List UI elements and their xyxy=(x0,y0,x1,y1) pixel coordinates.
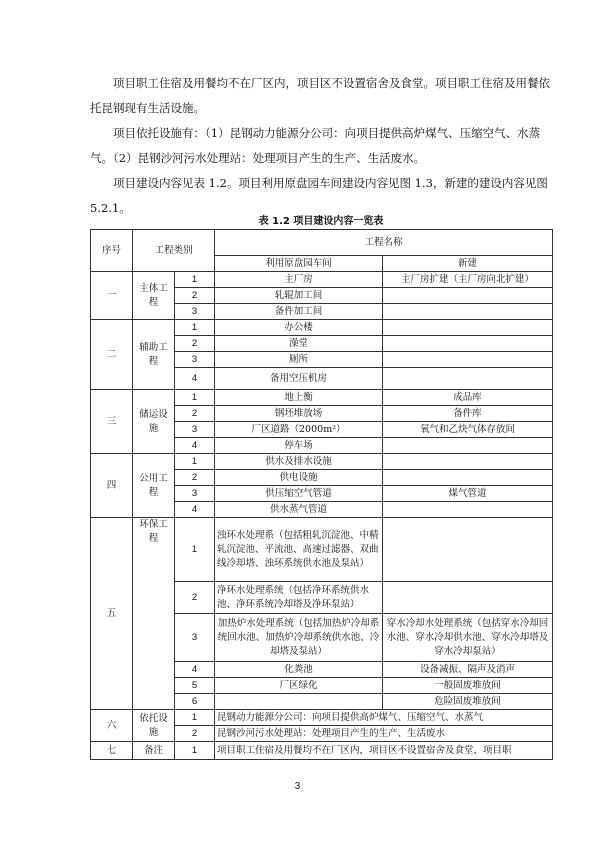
row-number: 2 xyxy=(175,470,215,486)
cell-new: 设备减振、隔声及消声 xyxy=(383,662,553,678)
cell-new: 氧气和乙炔气体存放间 xyxy=(383,422,553,438)
header-reuse: 利用原盘园车间 xyxy=(215,256,383,272)
cell-reuse: 加热炉水处理系统（包括加热炉冷却系统回水池、加热炉冷却系统供水池、冷却塔及泵站） xyxy=(215,614,383,662)
row-number: 3 xyxy=(175,486,215,502)
cell-reuse: 备件加工间 xyxy=(215,304,383,320)
group-seq: 六 xyxy=(91,710,133,742)
header-name: 工程名称 xyxy=(215,230,553,256)
row-number: 3 xyxy=(175,304,215,320)
group-category: 备注 xyxy=(133,742,175,760)
row-number: 6 xyxy=(175,694,215,710)
cell-merged: 昆钢沙河污水处理站：处理项目产生的生产、生活废水 xyxy=(215,726,553,742)
table-row xyxy=(91,272,553,288)
cell-new xyxy=(383,470,553,486)
row-number: 3 xyxy=(175,352,215,368)
cell-new: 穿水冷却水处理系统（包括穿水冷却回水池、穿水冷却供水池、穿水冷却塔及穿水冷却泵站） xyxy=(383,614,553,662)
cell-reuse: 主厂房 xyxy=(215,272,383,288)
cell-reuse: 供水蒸气管道 xyxy=(215,502,383,518)
table-header-row xyxy=(91,230,553,256)
cell-reuse: 澡堂 xyxy=(215,336,383,352)
table-row xyxy=(91,710,553,726)
cell-reuse: 浊环水处理系（包括粗轧沉淀池、中精轧沉淀池、平流池、高速过滤器、双曲线冷却塔、浊环系统供水池及泵站） xyxy=(215,518,383,582)
group-seq: 五 xyxy=(91,518,133,710)
row-number: 2 xyxy=(175,406,215,422)
cell-reuse: 化粪池 xyxy=(215,662,383,678)
row-number: 2 xyxy=(175,336,215,352)
cell-reuse: 供压缩空气管道 xyxy=(215,486,383,502)
cell-merged: 昆钢动力能源分公司：向项目提供高炉煤气、压缩空气、水蒸气 xyxy=(215,710,553,726)
cell-reuse: 钢坯堆放场 xyxy=(215,406,383,422)
cell-reuse: 净环水处理系统（包括净环系统供水池、净环系统冷却塔及净环泵站） xyxy=(215,582,383,614)
table-row xyxy=(91,518,553,582)
cell-reuse: 地上衡 xyxy=(215,390,383,406)
row-number: 2 xyxy=(175,288,215,304)
cell-new xyxy=(383,352,553,368)
cell-reuse: 办公楼 xyxy=(215,320,383,336)
group-category: 依托设施 xyxy=(133,710,175,742)
group-category: 储运设施 xyxy=(133,390,175,454)
row-number: 3 xyxy=(175,422,215,438)
cell-new: 成品库 xyxy=(383,390,553,406)
cell-reuse: 厂区绿化 xyxy=(215,678,383,694)
table-row xyxy=(91,390,553,406)
row-number: 1 xyxy=(175,518,215,582)
row-number: 1 xyxy=(175,320,215,336)
row-number: 5 xyxy=(175,678,215,694)
group-seq: 二 xyxy=(91,320,133,390)
table-caption: 表 1.2 项目建设内容一览表 xyxy=(258,216,384,227)
row-number: 4 xyxy=(175,502,215,518)
header-new: 新建 xyxy=(383,256,553,272)
row-number: 1 xyxy=(175,390,215,406)
group-seq: 三 xyxy=(91,390,133,454)
cell-reuse: 厕所 xyxy=(215,352,383,368)
header-seq: 序号 xyxy=(91,230,133,272)
row-number: 4 xyxy=(175,438,215,454)
group-category: 公用工程 xyxy=(133,454,175,518)
cell-reuse: 停车场 xyxy=(215,438,383,454)
page-number: 3 xyxy=(294,781,301,792)
intro-paragraph-3: 项目建设内容见表 1.2。项目利用原盘园车间建设内容见图 1.3，新建的建设内容见图 5.2.1。 xyxy=(90,176,548,215)
cell-new xyxy=(383,454,553,470)
row-number: 2 xyxy=(175,726,215,742)
group-category: 主体工程 xyxy=(133,272,175,320)
cell-reuse: 轧辊加工间 xyxy=(215,288,383,304)
cell-new xyxy=(383,288,553,304)
group-seq: 四 xyxy=(91,454,133,518)
intro-paragraph-1: 项目职工住宿及用餐均不在厂区内，项目区不设置宿舍及食堂。项目职工住宿及用餐依托昆钢现有生活设施。 xyxy=(90,76,550,115)
group-category: 环保工程 xyxy=(133,518,175,710)
group-category: 辅助工程 xyxy=(133,320,175,390)
cell-new xyxy=(383,438,553,454)
row-number: 2 xyxy=(175,582,215,614)
cell-new xyxy=(383,502,553,518)
row-number: 4 xyxy=(175,662,215,678)
cell-new: 备件库 xyxy=(383,406,553,422)
cell-new: 主厂房扩建（主厂房向北扩建） xyxy=(383,272,553,288)
cell-reuse: 供水及排水设施 xyxy=(215,454,383,470)
table-row xyxy=(91,320,553,336)
table-row xyxy=(91,454,553,470)
cell-reuse: 备用空压机房 xyxy=(215,368,383,390)
cell-new: 煤气管道 xyxy=(383,486,553,502)
group-seq: 七 xyxy=(91,742,133,760)
cell-new: 一般固废堆放间 xyxy=(383,678,553,694)
row-number: 1 xyxy=(175,454,215,470)
row-number: 1 xyxy=(175,710,215,726)
cell-new: 危险固废堆放间 xyxy=(383,694,553,710)
intro-paragraph-2: 项目依托设施有：（1）昆钢动力能源分公司：向项目提供高炉煤气、压缩空气、水蒸气。（2）昆钢沙河污水处理站：处理项目产生的生产、生活废水。 xyxy=(90,126,541,165)
cell-merged: 项目职工住宿及用餐均不在厂区内，项目区不设置宿舍及食堂，项目职 xyxy=(215,742,553,760)
cell-new xyxy=(383,336,553,352)
cell-reuse: 供电设施 xyxy=(215,470,383,486)
cell-new xyxy=(383,518,553,582)
row-number: 4 xyxy=(175,368,215,390)
cell-reuse: 厂区道路（2000m²） xyxy=(215,422,383,438)
cell-new xyxy=(383,304,553,320)
cell-new xyxy=(383,368,553,390)
construction-content-table xyxy=(90,229,553,760)
cell-reuse xyxy=(215,694,383,710)
cell-new xyxy=(383,320,553,336)
row-number: 1 xyxy=(175,272,215,288)
cell-new xyxy=(383,582,553,614)
table-row xyxy=(91,742,553,760)
row-number: 3 xyxy=(175,614,215,662)
row-number: 1 xyxy=(175,742,215,760)
group-seq: 一 xyxy=(91,272,133,320)
header-category: 工程类别 xyxy=(133,230,215,272)
